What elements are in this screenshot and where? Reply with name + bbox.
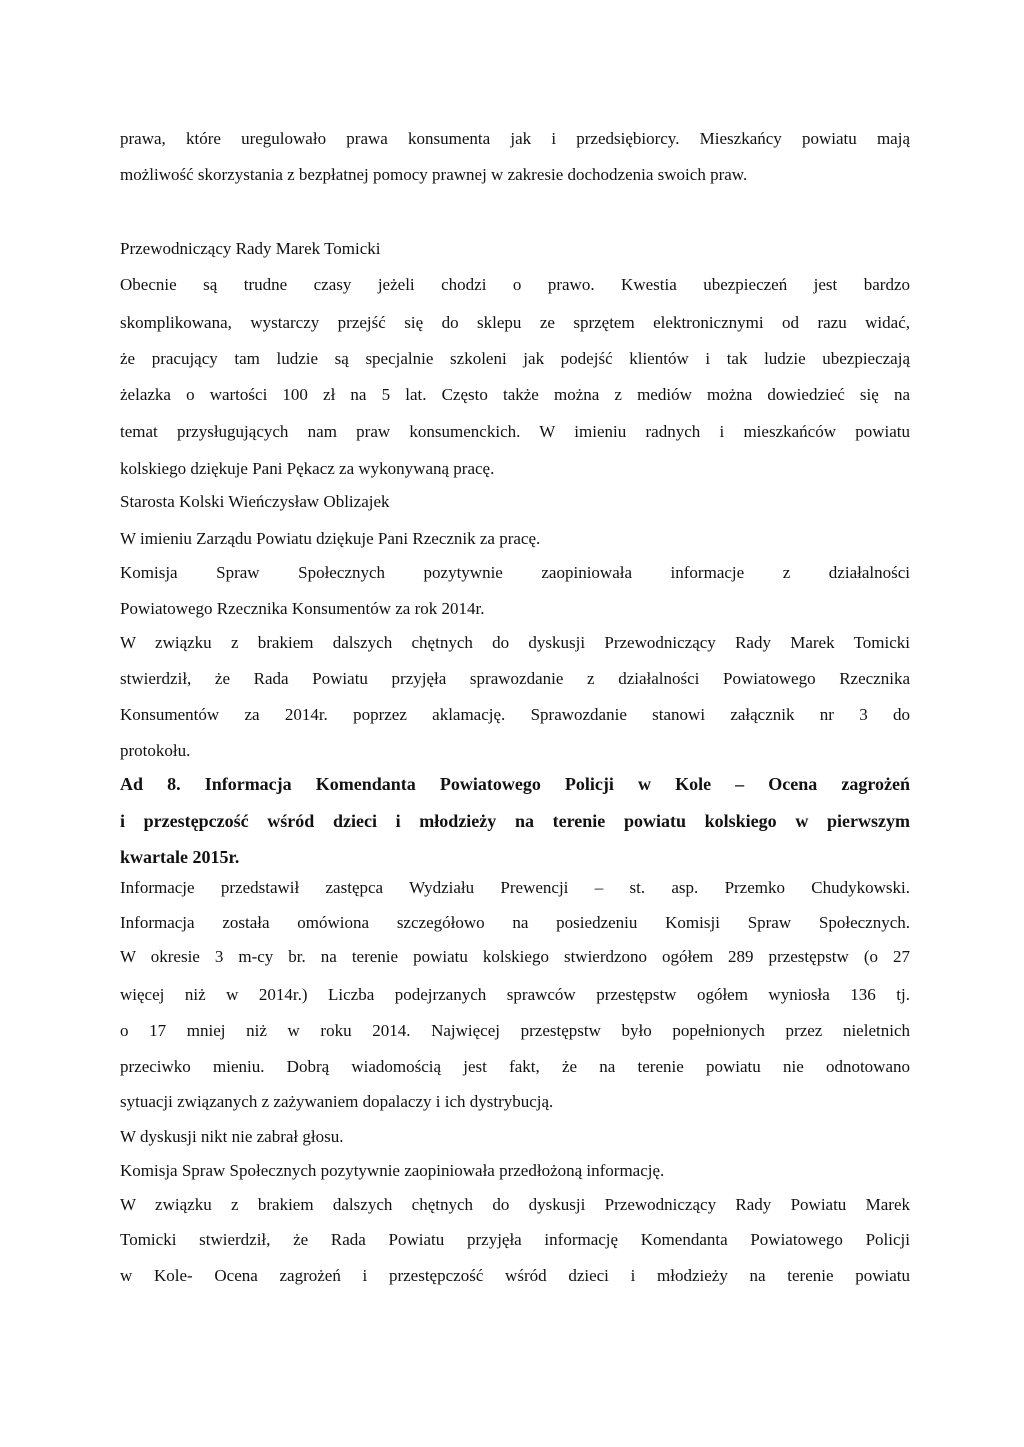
agenda-heading: kwartale 2015r. <box>120 847 240 867</box>
text-line: W okresie 3 m-cy br. na terenie powiatu kolskiego stwierdzono ogółem 289 przestępstw (o 27 <box>120 947 910 966</box>
text-line: temat przysługujących nam praw konsumenckich. W imieniu radnych i mieszkańców powiatu <box>120 422 910 441</box>
speaker-heading: Przewodniczący Rady Marek Tomicki <box>120 239 381 258</box>
text-line: w Kole- Ocena zagrożeń i przestępczość wśród dzieci i młodzieży na terenie powiatu <box>120 1266 910 1285</box>
text-line: żelazka o wartości 100 zł na 5 lat. Często także można z mediów można dowiedzieć się na <box>120 385 910 404</box>
text-line: że pracujący tam ludzie są specjalnie szkoleni jak podejść klientów i tak ludzie ubezpieczają <box>120 349 910 368</box>
text-line: sytuacji związanych z zażywaniem dopalaczy i ich dystrybucją. <box>120 1092 554 1111</box>
text-line: Informacja została omówiona szczegółowo na posiedzeniu Komisji Spraw Społecznych. <box>120 913 910 932</box>
text-line: skomplikowana, wystarczy przejść się do sklepu ze sprzętem elektronicznymi od razu widać, <box>120 313 910 332</box>
text-line: Konsumentów za 2014r. poprzez aklamację. Sprawozdanie stanowi załącznik nr 3 do <box>120 705 910 724</box>
agenda-heading: i przestępczość wśród dzieci i młodzieży na terenie powiatu kolskiego w pierwszym <box>120 811 910 831</box>
text-line: możliwość skorzystania z bezpłatnej pomocy prawnej w zakresie dochodzenia swoich praw. <box>120 165 748 184</box>
text-line: Informacje przedstawił zastępca Wydziału Prewencji – st. asp. Przemko Chudykowski. <box>120 878 910 897</box>
text-line: kolskiego dziękuje Pani Pękacz za wykonywaną pracę. <box>120 459 495 478</box>
text-line: Komisja Spraw Społecznych pozytywnie zaopiniowała informacje z działalności <box>120 563 910 582</box>
text-line: Komisja Spraw Społecznych pozytywnie zaopiniowała przedłożoną informację. <box>120 1161 665 1180</box>
text-line: przeciwko mieniu. Dobrą wiadomością jest fakt, że na terenie powiatu nie odnotowano <box>120 1057 910 1076</box>
text-line: Powiatowego Rzecznika Konsumentów za rok 2014r. <box>120 599 485 618</box>
text-line: protokołu. <box>120 741 191 760</box>
speaker-heading: Starosta Kolski Wieńczysław Oblizajek <box>120 492 390 511</box>
agenda-heading: Ad 8. Informacja Komendanta Powiatowego Policji w Kole – Ocena zagrożeń <box>120 774 910 794</box>
text-line: W dyskusji nikt nie zabrał głosu. <box>120 1127 344 1146</box>
text-line: Tomicki stwierdził, że Rada Powiatu przyjęła informację Komendanta Powiatowego Policji <box>120 1230 910 1249</box>
text-line: W imieniu Zarządu Powiatu dziękuje Pani Rzecznik za pracę. <box>120 529 541 548</box>
text-line: prawa, które uregulowało prawa konsumenta jak i przedsiębiorcy. Mieszkańcy powiatu mają <box>120 129 910 148</box>
text-line: W związku z brakiem dalszych chętnych do dyskusji Przewodniczący Rady Powiatu Marek <box>120 1195 910 1214</box>
text-line: stwierdził, że Rada Powiatu przyjęła sprawozdanie z działalności Powiatowego Rzecznika <box>120 669 910 688</box>
text-line: więcej niż w 2014r.) Liczba podejrzanych sprawców przestępstw ogółem wyniosła 136 tj. <box>120 985 910 1004</box>
text-line: o 17 mniej niż w roku 2014. Najwięcej przestępstw było popełnionych przez nieletnich <box>120 1021 910 1040</box>
text-line: W związku z brakiem dalszych chętnych do dyskusji Przewodniczący Rady Marek Tomicki <box>120 633 910 652</box>
text-line: Obecnie są trudne czasy jeżeli chodzi o prawo. Kwestia ubezpieczeń jest bardzo <box>120 275 910 294</box>
